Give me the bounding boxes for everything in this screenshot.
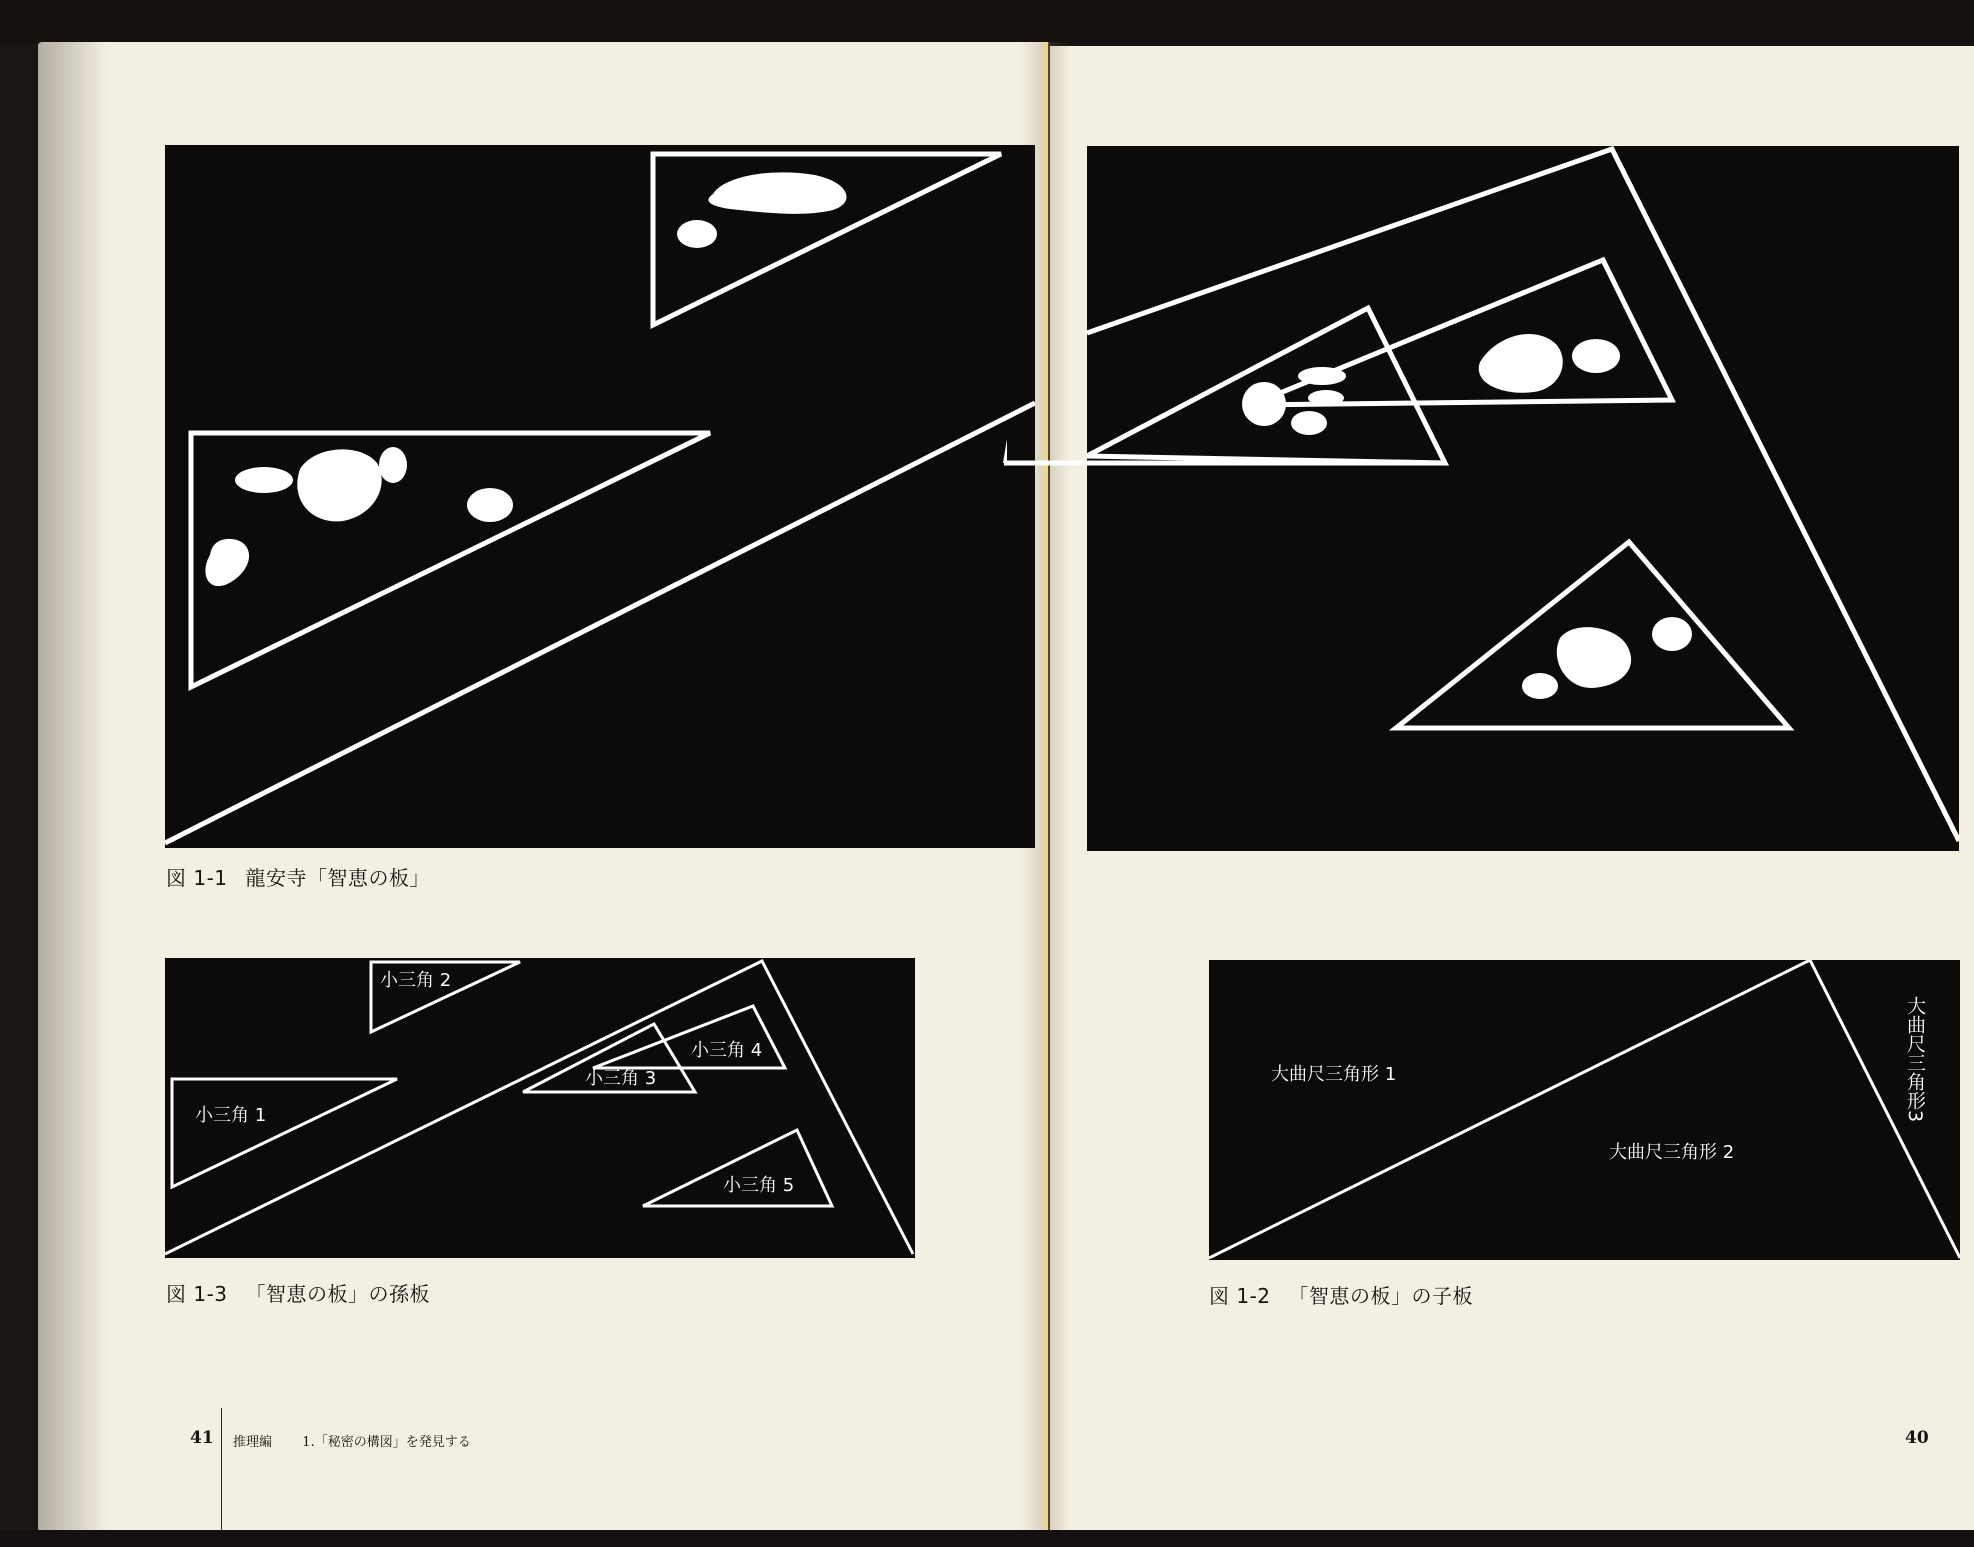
rock-shape [677,220,717,248]
figure-number: 図 1-1 [166,866,228,890]
scan-bottom-edge [0,1530,1974,1547]
rock-shape [1652,617,1692,651]
figure-title: 「智恵の板」の孫板 [245,1282,431,1306]
rock-shape [1308,390,1344,406]
label-small-triangle-1: 小三角 1 [195,1105,267,1126]
running-head-rule [221,1408,222,1530]
figure-1-1-diagram-right [1004,146,1959,851]
page-edge-shadow [38,42,108,1532]
right-page-number: 40 [1905,1428,1929,1448]
label-large-triangle-3: 大曲尺三角形3 [1904,996,1926,1123]
figure-1-3-caption [166,1278,430,1307]
running-head-section: 推理編 [233,1435,273,1450]
left-page-number: 41 [190,1428,214,1448]
scan-top-edge [0,0,1974,44]
label-large-triangle-2: 大曲尺三角形 2 [1609,1142,1735,1163]
figure-1-1-caption [166,862,430,891]
rock-shape [1572,339,1620,373]
figure-1-1-diagram [165,145,1035,848]
rock-shape [379,447,407,483]
rock-shape [1522,673,1558,699]
running-head-chapter: 1.「秘密の構図」を発見する [302,1435,471,1450]
label-small-triangle-2: 小三角 2 [380,970,452,991]
rock-shape [1291,411,1327,435]
figure-number: 図 1-3 [166,1282,228,1306]
figure-number: 図 1-2 [1209,1284,1271,1308]
label-small-triangle-4: 小三角 4 [691,1040,763,1061]
rock-shape [1242,382,1286,426]
figure-1-2-diagram [1209,960,1960,1260]
running-head [233,1431,471,1450]
rock-shape [1298,367,1346,385]
label-large-triangle-1: 大曲尺三角形 1 [1271,1064,1397,1085]
figure-1-3-diagram [165,958,915,1258]
label-small-triangle-3: 小三角 3 [585,1068,657,1089]
rock-shape [235,467,293,493]
figure-title: 龍安寺「智恵の板」 [245,866,431,890]
figure-title: 「智恵の板」の子板 [1288,1284,1474,1308]
figure-1-2-caption [1209,1280,1473,1309]
label-small-triangle-5: 小三角 5 [723,1175,795,1196]
rock-shape [467,488,513,522]
